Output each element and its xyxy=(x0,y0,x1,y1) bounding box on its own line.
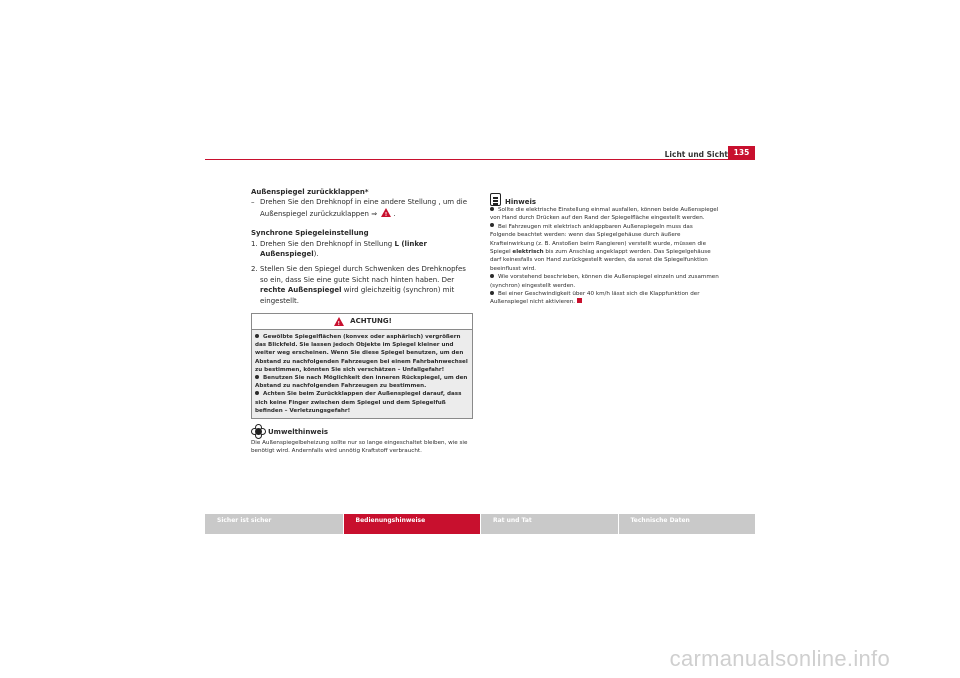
warning-triangle-icon xyxy=(381,208,391,217)
watermark: carmanualsonline.info xyxy=(669,646,890,671)
warning-title: ACHTUNG! xyxy=(350,317,392,326)
page-number: 135 xyxy=(728,146,755,160)
warning-item xyxy=(255,374,469,390)
note-item-text: Wie vorstehend beschrieben, können die Außenspiegel einzeln und zusammen (synchron) eingestellt werden. xyxy=(490,274,719,289)
note-item xyxy=(490,273,720,290)
footer-tab-technik[interactable]: Technische Daten xyxy=(618,514,756,534)
bullet-icon xyxy=(490,291,494,295)
note-item xyxy=(490,223,720,273)
step-fold-mirrors xyxy=(251,197,473,219)
warning-item-text: Gewölbte Spiegelflächen (konvex oder asphärisch) vergrößern das Blickfeld. Sie lassen jedoch Objekte im Spiegel kleiner und weiter weg erscheinen. Wenn Sie diese Spiegel benutzen, um den Abstand zu nachfolgenden Fahrzeugen bei einem Fahrbahnwechsel zu bestimmen, könnten Sie sich verschätzen – Unfallgefahr! xyxy=(255,334,468,373)
step-bold-text: rechte Außenspiegel xyxy=(260,286,342,295)
step-1 xyxy=(251,239,473,260)
step-2 xyxy=(251,264,473,306)
section-title-fold-mirrors: Außenspiegel zurückklappen* xyxy=(251,188,369,196)
step-text: Stellen Sie den Spiegel durch Schwenken des Drehknopfes so ein, dass Sie eine gute Sicht nach hinten haben. Der xyxy=(260,265,466,284)
step-text-end: . xyxy=(393,209,396,218)
section-title-sync-mirrors: Synchrone Spiegeleinstellung xyxy=(251,229,369,238)
bullet-icon xyxy=(255,334,259,338)
step-marker: – xyxy=(251,198,255,207)
note-item xyxy=(490,206,720,223)
step-text-end: wird gleichzeitig (synchron) mit eingestellt. xyxy=(260,286,455,305)
step-number: 2. xyxy=(251,265,258,274)
environment-note-text: Die Außenspiegelbeheizung sollte nur so lange eingeschaltet bleiben, wie sie benötigt wird. Andernfalls wird unnötig Kraftstoff verbraucht. xyxy=(251,440,468,455)
step-text: Drehen Sie den Drehknopf in Stellung xyxy=(260,239,395,248)
note-item-text: Sollte die elektrische Einstellung einmal ausfallen, können beide Außenspiegel von Hand durch Drücken auf den Rand der Spiegelfläche eingestellt werden. xyxy=(490,207,719,222)
warning-triangle-icon xyxy=(334,317,344,326)
warning-item-text: Benutzen Sie nach Möglichkeit den inneren Rückspiegel, um den Abstand zu nachfolgenden Fahrzeugen zu bestimmen. xyxy=(255,375,468,390)
bullet-icon xyxy=(490,223,494,227)
warning-item xyxy=(255,390,469,415)
warning-body xyxy=(252,330,472,418)
bullet-icon xyxy=(255,375,259,379)
footer-tab-rat[interactable]: Rat und Tat xyxy=(480,514,618,534)
step-number: 1. xyxy=(251,239,258,248)
warning-box xyxy=(251,313,473,419)
footer-tab-sicher[interactable]: Sicher ist sicher xyxy=(205,514,343,534)
note-bold-text: elektrisch xyxy=(512,249,544,256)
bullet-icon xyxy=(255,391,259,395)
step-bold-text: L (linker Außenspiegel xyxy=(260,239,427,259)
note-item-text: Bei einer Geschwindigkeit über 40 km/h lässt sich die Klappfunktion der Außenspiegel nicht aktivieren. xyxy=(490,291,700,306)
page-header-title: Licht und Sicht xyxy=(664,150,728,159)
right-column xyxy=(490,193,720,307)
footer-tab-bedienung[interactable]: Bedienungshinweise xyxy=(343,514,481,534)
footer-nav xyxy=(205,514,755,534)
note-item-text: bis zum Anschlag angeklappt werden. Das Spiegelgehäuse darf keinesfalls von Hand zurückgestellt werden, da sonst die Spiegelfunktion beeinflusst wird. xyxy=(490,249,711,272)
note-header xyxy=(490,193,720,206)
step-text-end: ). xyxy=(313,250,319,259)
header-rule xyxy=(205,159,755,160)
note-title: Hinweis xyxy=(505,197,537,206)
environment-note-title: Umwelthinweis xyxy=(268,427,329,436)
note-item xyxy=(490,290,720,307)
warning-box-header xyxy=(252,314,472,330)
step-text: Drehen Sie den Drehknopf in eine andere Stellung , um die Außenspiegel zurückzuklappen ⇒ xyxy=(260,198,468,218)
bullet-icon xyxy=(490,274,494,278)
note-item-text: Bei Fahrzeugen mit elektrisch anklappbaren Außenspiegeln muss das Folgende beachtet werden: wenn das Spiegelgehäuse durch äußere Krafteinwirkung (z. B. Anstoßen beim Rangieren) verstellt wurde, müssen die Spiegel xyxy=(490,223,707,256)
warning-item xyxy=(255,333,469,374)
end-of-section-icon xyxy=(577,298,582,303)
warning-item-text: Achten Sie beim Zurückklappen der Außenspiegel darauf, dass sich keine Finger zwischen dem Spiegel und dem Spiegelfuß befinden – Verletzungsgefahr! xyxy=(255,391,462,414)
environment-flower-icon xyxy=(251,424,264,437)
environment-note-header xyxy=(251,424,473,437)
note-info-icon xyxy=(490,193,501,206)
left-column xyxy=(251,187,473,456)
bullet-icon xyxy=(490,207,494,211)
